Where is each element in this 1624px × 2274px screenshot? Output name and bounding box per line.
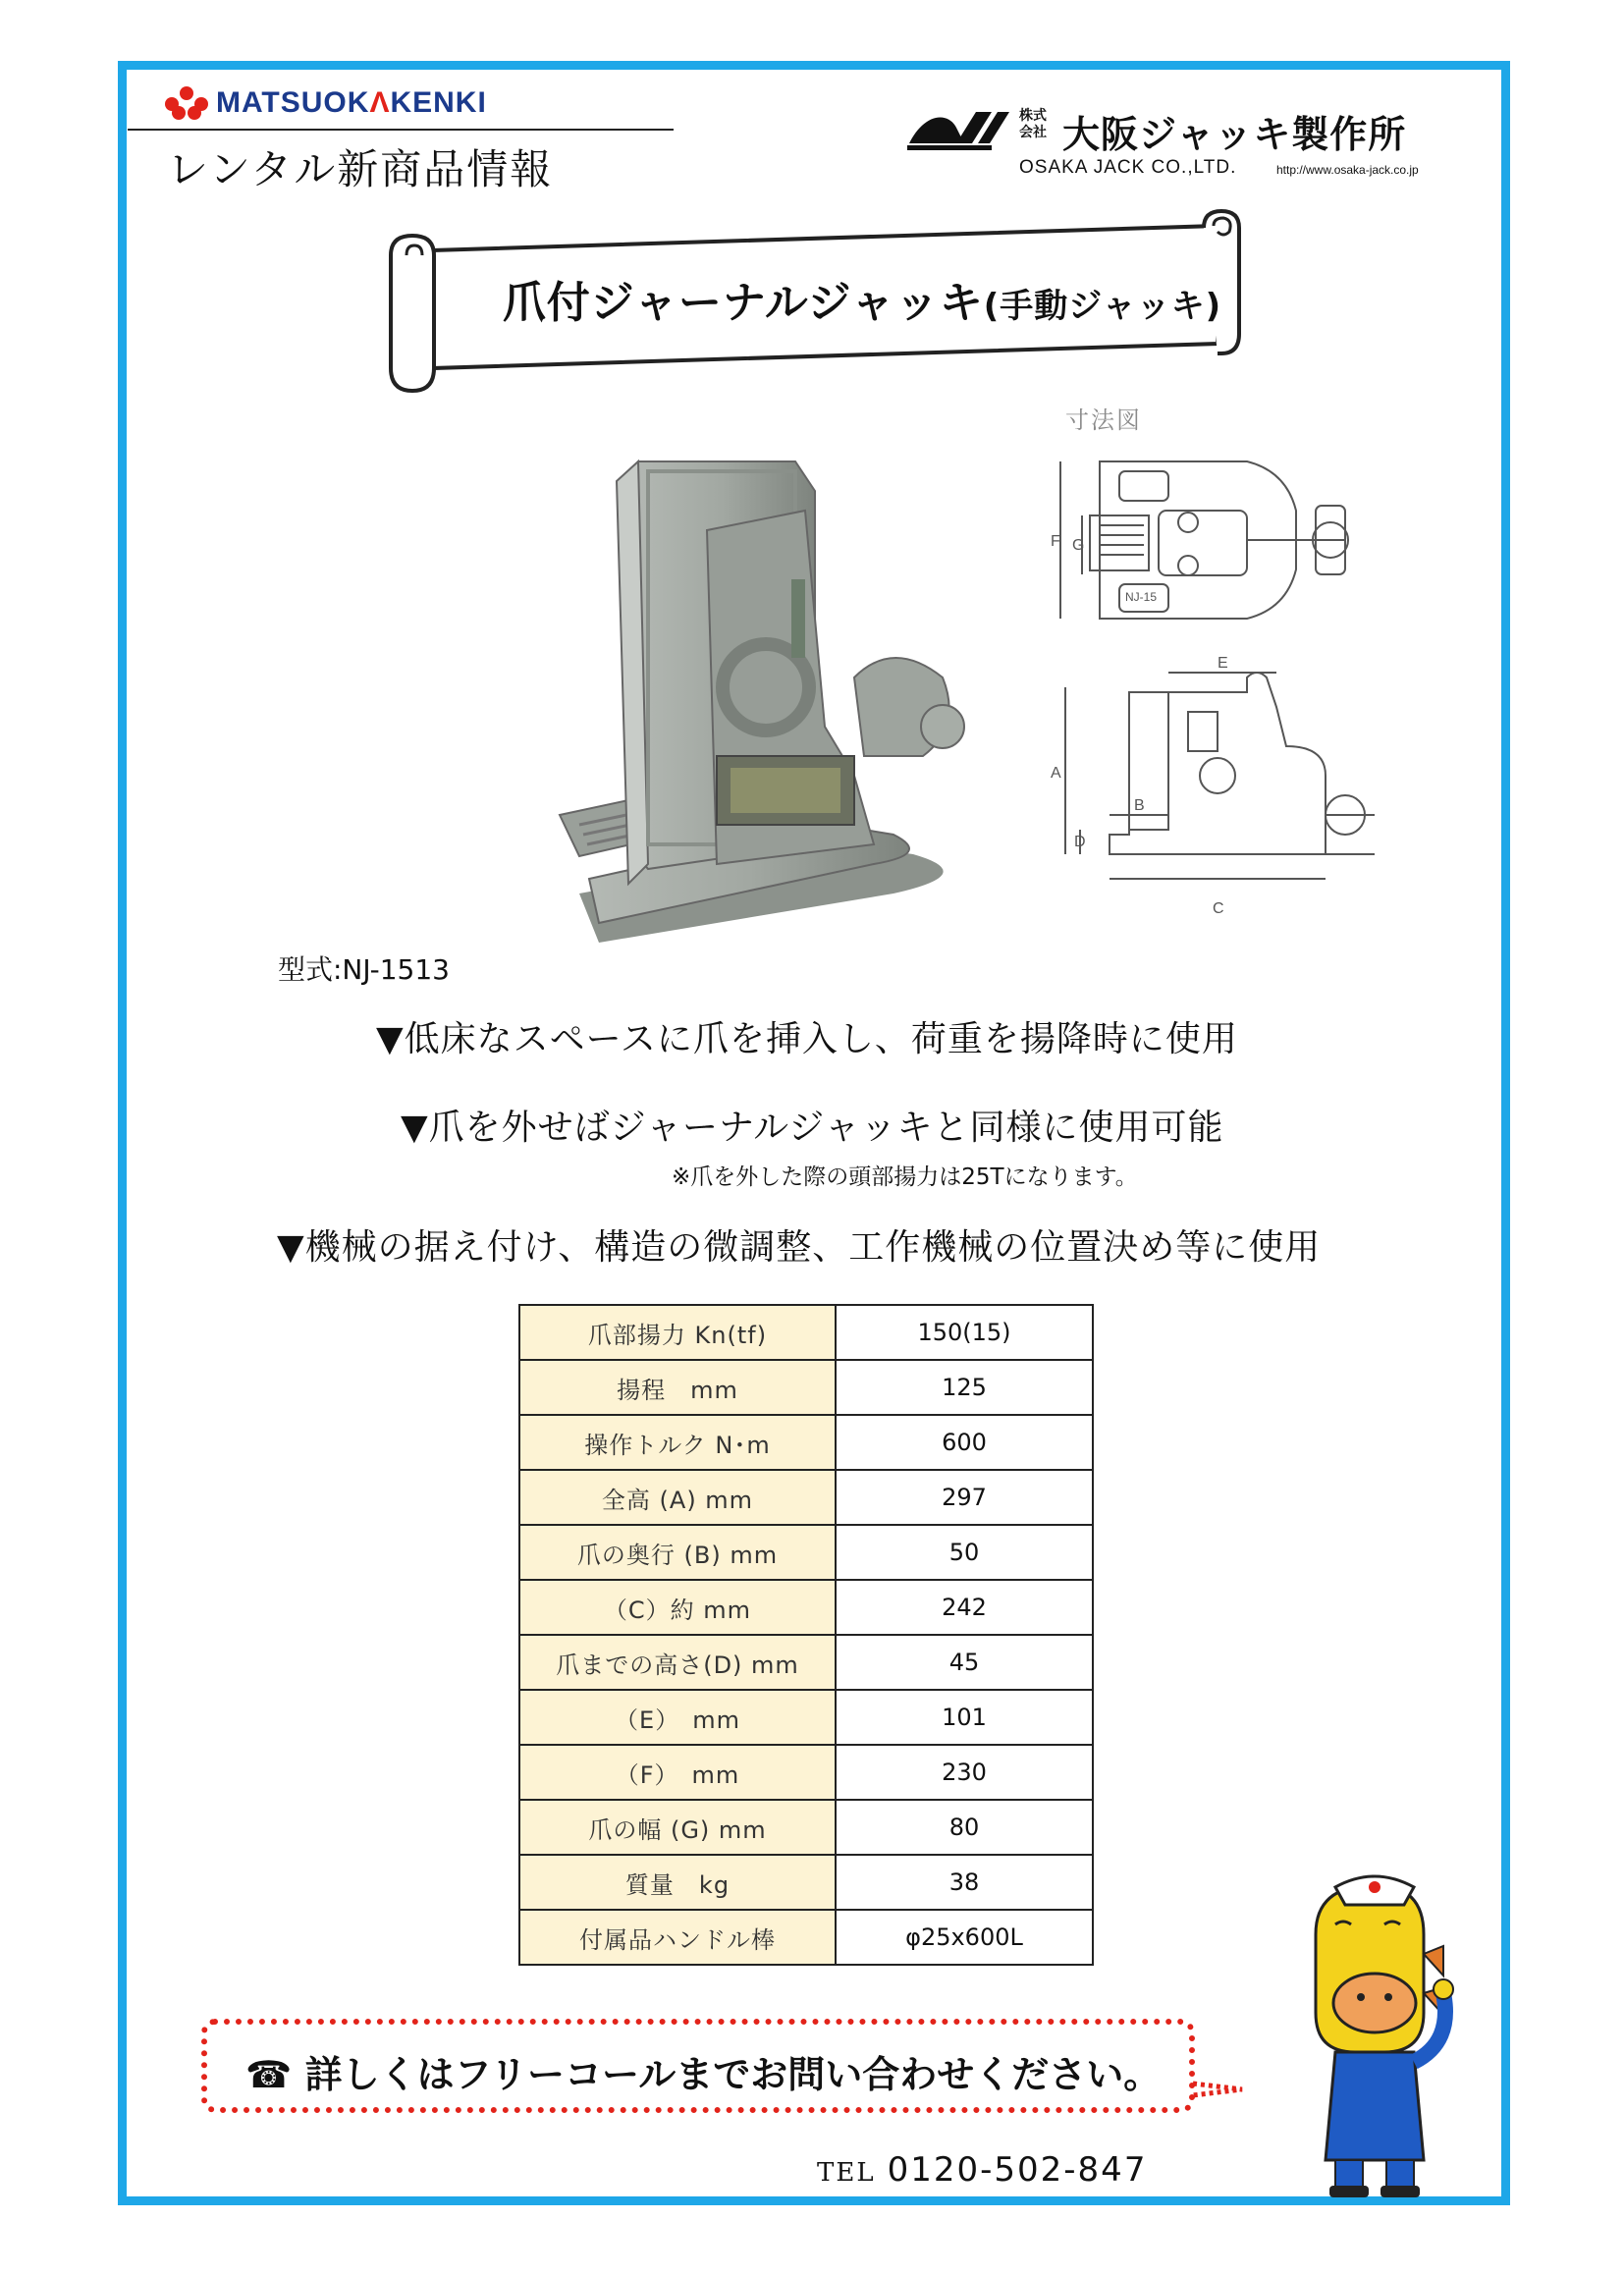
spec-value: 125 — [836, 1360, 1093, 1415]
dim-letter-b: B — [1134, 797, 1145, 814]
spec-value: 45 — [836, 1635, 1093, 1690]
osaka-jack-mark-icon — [905, 108, 1013, 153]
maker-english-name: OSAKA JACK CO.,LTD. — [1019, 157, 1237, 178]
table-row — [519, 1580, 1093, 1635]
spec-label: 爪部揚力 Kn(tf) — [519, 1305, 836, 1360]
spec-label: 操作トルク N･m — [519, 1415, 836, 1470]
spec-label: 爪の奥行 (B) mm — [519, 1525, 836, 1580]
maker-url: http://www.osaka-jack.co.jp — [1276, 163, 1419, 177]
spec-label: （C）約 mm — [519, 1580, 836, 1635]
spec-label: 爪の幅 (G) mm — [519, 1800, 836, 1855]
spec-value: 50 — [836, 1525, 1093, 1580]
table-row — [519, 1415, 1093, 1470]
maker-name: 大阪ジャッキ製作所 — [1062, 113, 1407, 156]
spec-value: 101 — [836, 1690, 1093, 1745]
spec-label: 質量 kg — [519, 1855, 836, 1910]
free-call-text: ☎ 詳しくはフリーコールまでお問い合わせください。 — [245, 2053, 1162, 2096]
logo-dots-icon — [165, 86, 208, 120]
telephone — [817, 2150, 1147, 2190]
spec-value: 38 — [836, 1855, 1093, 1910]
spec-label: （F） mm — [519, 1745, 836, 1800]
spec-label: 揚程 mm — [519, 1360, 836, 1415]
feature-1: ▼低床なスペースに爪を挿入し、荷重を揚降時に使用 — [376, 1019, 1238, 1059]
rental-title: レンタル新商品情報 — [167, 145, 554, 193]
feature-3: ▼機械の据え付け、構造の微調整、工作機械の位置決め等に使用 — [277, 1227, 1322, 1268]
feature-2: ▼爪を外せばジャーナルジャッキと同様に使用可能 — [401, 1108, 1224, 1148]
dim-letter-f: F — [1051, 533, 1060, 550]
dim-letter-a: A — [1051, 765, 1061, 782]
giraffe-mascot — [1276, 1866, 1473, 2199]
spec-label: 爪までの高さ(D) mm — [519, 1635, 836, 1690]
dim-letter-e: E — [1218, 655, 1228, 672]
model-number: 型式:NJ-1513 — [278, 953, 451, 986]
table-row — [519, 1855, 1093, 1910]
jack-product-photo — [520, 432, 992, 943]
dimension-drawing-label: 寸法図 — [1065, 406, 1142, 434]
tel-label: TEL — [817, 2158, 876, 2188]
table-row — [519, 1470, 1093, 1525]
spec-value: φ25x600L — [836, 1910, 1093, 1965]
spec-value: 230 — [836, 1745, 1093, 1800]
table-row — [519, 1525, 1093, 1580]
spec-label: 全高 (A) mm — [519, 1470, 836, 1525]
header-rule — [128, 129, 674, 131]
dimension-drawing — [1051, 452, 1384, 923]
dim-plate-text: NJ-15 — [1125, 590, 1158, 604]
feature-note: ※爪を外した際の頭部揚力は25Tになります。 — [672, 1164, 1138, 1190]
dim-letter-c: C — [1213, 900, 1224, 917]
spec-value: 242 — [836, 1580, 1093, 1635]
table-row — [519, 1305, 1093, 1360]
phone-icon: ☎ — [245, 2053, 293, 2096]
matsuoka-kenki-logo — [165, 86, 487, 120]
table-row — [519, 1360, 1093, 1415]
page-title: 爪付ジャーナルジャッキ(手動ジャッキ) — [502, 278, 1222, 328]
dim-letter-d: D — [1074, 834, 1086, 850]
maker-kk: 株式 会社 — [1019, 108, 1047, 140]
spec-value: 80 — [836, 1800, 1093, 1855]
brand-name: MATSUOKΛKENKI — [216, 86, 487, 119]
callbox-tail — [1193, 2080, 1252, 2099]
dim-letter-g: G — [1072, 537, 1085, 554]
table-row — [519, 1635, 1093, 1690]
table-row — [519, 1910, 1093, 1965]
table-row — [519, 1800, 1093, 1855]
table-row — [519, 1690, 1093, 1745]
spec-table — [518, 1304, 1094, 1966]
spec-value: 600 — [836, 1415, 1093, 1470]
spec-value: 150(15) — [836, 1305, 1093, 1360]
spec-label: 付属品ハンドル棒 — [519, 1910, 836, 1965]
table-row — [519, 1745, 1093, 1800]
tel-number: 0120-502-847 — [887, 2150, 1148, 2190]
spec-label: （E） mm — [519, 1690, 836, 1745]
spec-value: 297 — [836, 1470, 1093, 1525]
